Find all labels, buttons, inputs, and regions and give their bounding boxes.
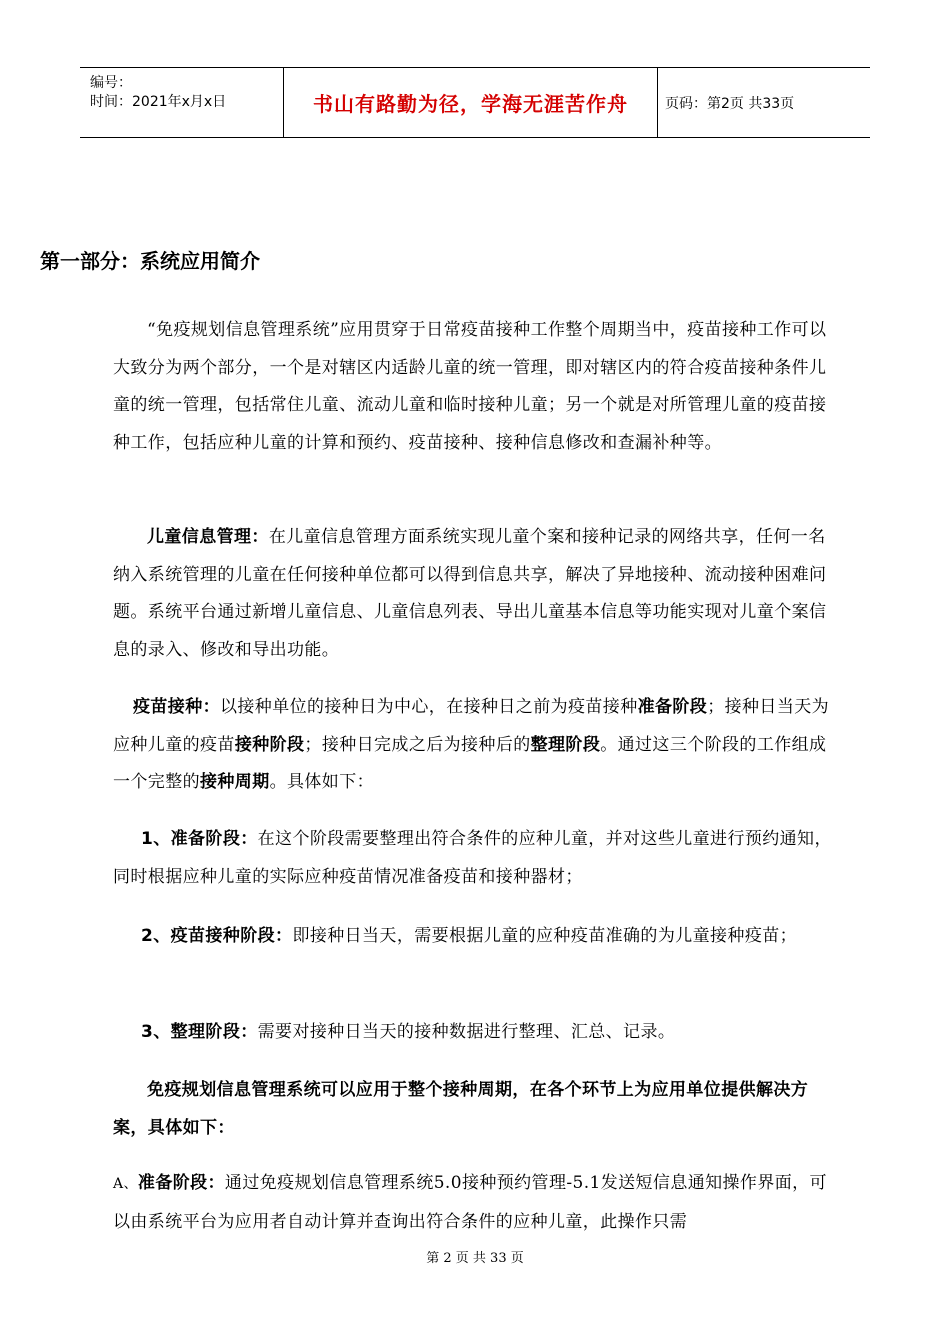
motto: 书山有路勤为径，学海无涯苦作舟 <box>313 92 628 116</box>
page-footer: 第 2 页 共 33 页 <box>426 1251 524 1266</box>
paragraph-step-1 <box>113 821 833 896</box>
header-info-cell <box>80 68 283 137</box>
vaccination-text-5: 。具体如下： <box>269 772 375 792</box>
vaccination-bold-4: 接种周期 <box>200 772 270 792</box>
vaccination-bold-3: 整理阶段 <box>530 734 601 755</box>
section-title: 第一部分：系统应用简介 <box>40 249 260 273</box>
vaccination-text-2: ；接种日当天为应种儿童的疫苗 <box>113 697 830 755</box>
a-text: 通过免疫规划信息管理系统5.0接种预约管理-5.1发送短信息通知操作界面，可以由系统平台为应用者自动计算并查询出符合条件的应种儿童，此操作只需 <box>113 1173 827 1232</box>
document-header <box>80 67 870 138</box>
vaccination-label: 疫苗接种： <box>133 697 220 717</box>
vaccination-text-3: ；接种日完成之后为接种后的 <box>304 734 531 755</box>
code-label: 编号： <box>90 75 132 91</box>
step-2-text: 即接种日当天，需要根据儿童的应种疫苗准确的为儿童接种疫苗； <box>292 926 798 946</box>
header-page-cell <box>657 68 870 137</box>
paragraph-summary: 免疫规划信息管理系统可以应用于整个接种周期，在各个环节上为应用单位提供解决方案，具体如下： <box>113 1080 809 1138</box>
vaccination-bold-1: 准备阶段 <box>637 697 708 717</box>
child-info-label: 儿童信息管理： <box>147 527 269 547</box>
paragraph-step-3 <box>113 1014 833 1052</box>
vaccination-text-4: 。通过这三个阶段的工作组成一个完整的 <box>113 734 827 792</box>
vaccination-bold-2: 接种阶段 <box>234 734 305 755</box>
child-info-text: 在儿童信息管理方面系统实现儿童个案和接种记录的网络共享，任何一名纳入系统管理的儿童在任何接种单位都可以得到信息共享，解决了异地接种、流动接种困难问题。系统平台通过新增儿童信息、儿童信息列表、导出儿童基本信息等功能实现对儿童个案信息的录入、修改和导出功能。 <box>113 527 827 660</box>
page-info: 页码：第2页 共33页 <box>665 95 795 112</box>
a-prefix: A、 <box>113 1176 138 1192</box>
paragraph-child-info <box>113 519 833 669</box>
header-motto-cell <box>283 68 658 137</box>
paragraph-intro: “免疫规划信息管理系统”应用贯穿于日常疫苗接种工作整个周期当中，疫苗接种工作可以大致分为两个部分，一个是对辖区内适龄儿童的统一管理，即对辖区内的符合疫苗接种条件儿童的统一管理，包括常住儿童、流动儿童和临时接种儿童；另一个就是对所管理儿童的疫苗接种工作，包括应种儿童的计算和预约、疫苗接种、接种信息修改和查漏补种等。 <box>113 320 827 453</box>
step-2-label: 2、疫苗接种阶段： <box>141 926 293 946</box>
paragraph-step-2 <box>113 918 833 956</box>
step-1-label: 1、准备阶段： <box>141 829 258 849</box>
paragraph-a <box>113 1165 833 1241</box>
a-label: 准备阶段： <box>137 1173 225 1193</box>
vaccination-text-1: 以接种单位的接种日为中心，在接种日之前为疫苗接种 <box>220 697 638 717</box>
step-3-label: 3、整理阶段： <box>141 1022 258 1042</box>
date-label: 时间：2021年x月x日 <box>90 94 227 110</box>
paragraph-vaccination <box>113 689 833 802</box>
step-1-text: 在这个阶段需要整理出符合条件的应种儿童，并对这些儿童进行预约通知，同时根据应种儿童的实际应种疫苗情况准备疫苗和接种器材； <box>113 829 832 887</box>
step-3-text: 需要对接种日当天的接种数据进行整理、汇总、记录。 <box>257 1022 676 1042</box>
